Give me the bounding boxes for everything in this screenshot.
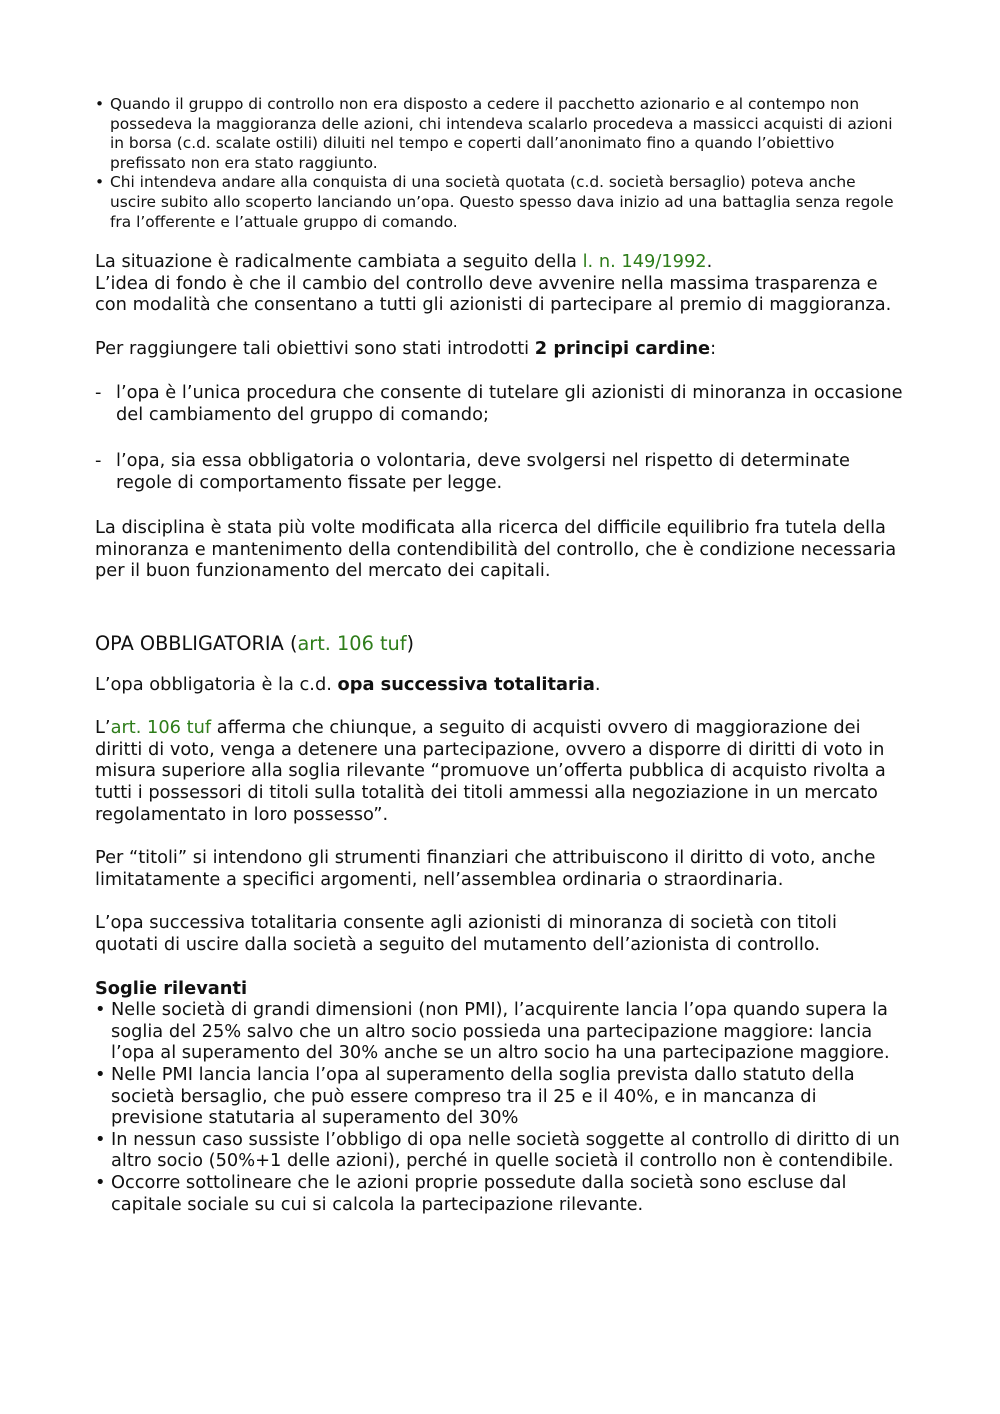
article-prefix: L’ bbox=[95, 717, 111, 739]
article-text: afferma che chiunque, a seguito di acquisti ovvero di maggiorazione dei diritti di voto, venga a detenere una partecipazione, ovvero a disporre di diritti di voto in misura superiore alla soglia rilevante “promuove un’offerta pubblica di acquisto rivolta a tutti i possessori di titoli sulla totalità dei titoli ammessi alla negoziazione in un mercato regolamentato in loro possesso”. bbox=[95, 717, 886, 825]
list-item: • Quando il gruppo di controllo non era disposto a cedere il pacchetto azionario e al contempo non possedeva la maggioranza delle azioni, chi intendeva scalarlo procedeva a massicci acquisti di azioni in borsa (c.d. scalate ostili) diluiti nel tempo e coperti dall’anonimato fino a quando l’obiettivo prefissato non era stato raggiunto. bbox=[95, 95, 905, 173]
totalitaria-paragraph: L’opa successiva totalitaria consente agli azionisti di minoranza di società con titoli quotati di uscire dalla società a seguito del mutamento dell’azionista di controllo. bbox=[95, 912, 837, 956]
definition-punct: . bbox=[594, 673, 601, 695]
intro-bullet-list bbox=[95, 95, 905, 232]
list-item: • Nelle PMI lancia lancia l’opa al superamento della soglia prevista dallo statuto della società bersaglio, che può essere compreso tra il 25 e il 40%, e in mancanza di previsione statutaria al superamento del 30% bbox=[95, 1064, 905, 1129]
definition-paragraph bbox=[95, 674, 905, 696]
thresholds-list bbox=[95, 999, 905, 1215]
list-item: - l’opa è l’unica procedura che consente di tutelare gli azionisti di minoranza in occasione del cambiamento del gruppo di comando; bbox=[95, 382, 905, 427]
list-item: • In nessun caso sussiste l’obbligo di opa nelle società soggette al controllo di diritto di un altro socio (50%+1 delle azioni), perché in quelle società il controllo non è contendibile. bbox=[95, 1129, 905, 1172]
section-title: OPA OBBLIGATORIA ( bbox=[95, 631, 298, 655]
principles-list bbox=[95, 382, 905, 495]
discipline-paragraph: La disciplina è stata più volte modificata alla ricerca del difficile equilibrio fra tutela della minoranza e mantenimento della contendibilità del controllo, che è condizione necessaria per il buon funzionamento del mercato dei capitali. bbox=[95, 516, 897, 582]
list-item: • Chi intendeva andare alla conquista di una società quotata (c.d. società bersaglio) poteva anche uscire subito allo scoperto lanciando un’opa. Questo spesso dava inizio ad una battaglia senza regole fra l’offerente e l’attuale gruppo di comando. bbox=[95, 173, 905, 232]
thresholds-heading: Soglie rilevanti bbox=[95, 977, 248, 999]
document-content bbox=[95, 95, 905, 1215]
situation-punct: . bbox=[706, 251, 713, 273]
definition-text: L’opa obbligatoria è la c.d. bbox=[95, 673, 338, 695]
section-title-end: ) bbox=[406, 631, 415, 655]
list-item: • Nelle società di grandi dimensioni (non PMI), l’acquirente lancia l’opa quando supera la soglia del 25% salvo che un altro socio possieda una partecipazione maggiore: lancia l’opa al superamento del 30% anche se un altro socio ha una partecipazione maggiore. bbox=[95, 999, 905, 1064]
section-title-link[interactable]: art. 106 tuf bbox=[297, 631, 407, 655]
law-link[interactable]: l. n. 149/1992 bbox=[582, 251, 707, 273]
situation-text: La situazione è radicalmente cambiata a seguito della bbox=[95, 251, 583, 273]
article-paragraph bbox=[95, 717, 905, 825]
definition-bold: opa successiva totalitaria bbox=[337, 673, 595, 695]
situation-idea-text: L’idea di fondo è che il cambio del controllo deve avvenire nella massima trasparenza e con modalità che consentano a tutti gli azionisti di partecipare al premio di maggioranza. bbox=[95, 272, 892, 316]
article-link[interactable]: art. 106 tuf bbox=[110, 717, 212, 739]
principles-colon: : bbox=[710, 337, 717, 359]
principles-intro bbox=[95, 338, 905, 360]
titoli-paragraph: Per “titoli” si intendono gli strumenti finanziari che attribuiscono il diritto di voto, anche limitatamente a specifici argomenti, nell’assemblea ordinaria o straordinaria. bbox=[95, 847, 876, 890]
list-item: • Occorre sottolineare che le azioni proprie possedute dalla società sono escluse dal capitale sociale su cui si calcola la partecipazione rilevante. bbox=[95, 1172, 905, 1215]
list-item: - l’opa, sia essa obbligatoria o volontaria, deve svolgersi nel rispetto di determinate regole di comportamento fissate per legge. bbox=[95, 450, 905, 495]
principles-text: Per raggiungere tali obiettivi sono stati introdotti bbox=[95, 337, 535, 359]
situation-paragraph bbox=[95, 251, 905, 316]
principles-bold: 2 principi cardine bbox=[534, 337, 711, 359]
section-heading bbox=[95, 632, 905, 656]
